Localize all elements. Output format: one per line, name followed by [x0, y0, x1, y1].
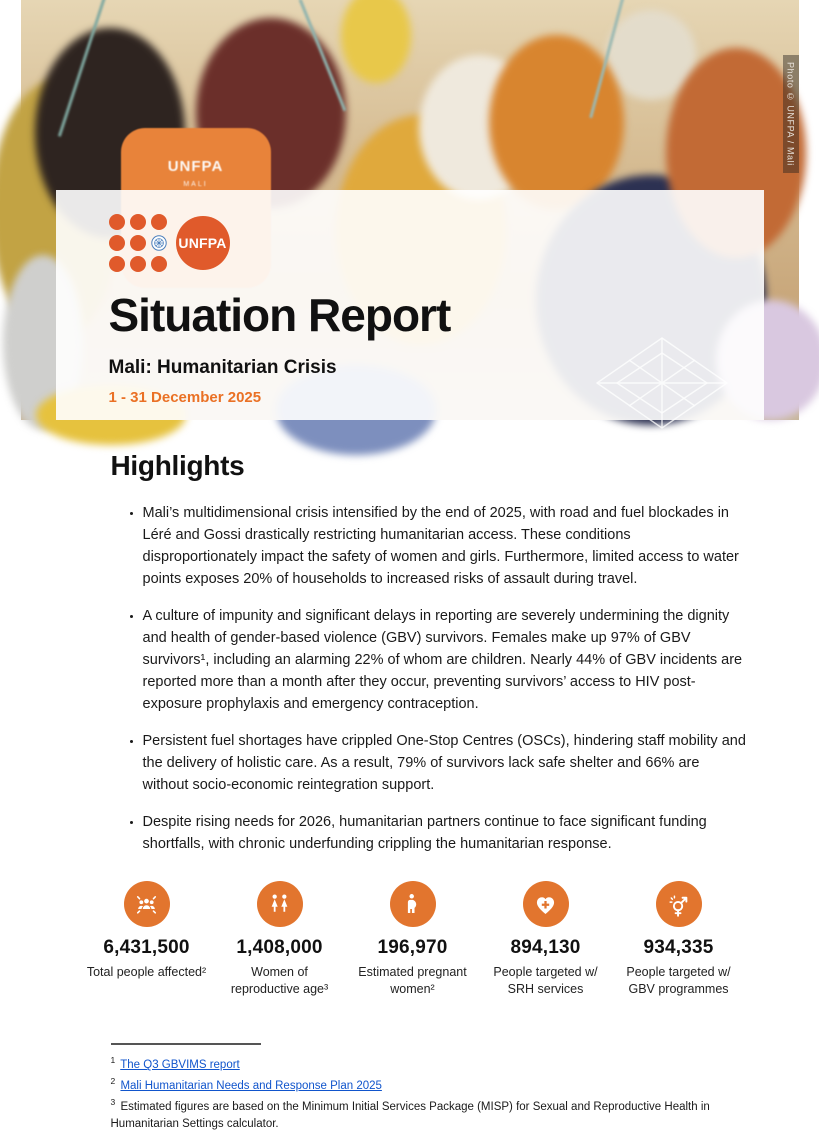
stat-people-targeted-gbv — [615, 881, 743, 997]
stat-value: 894,130 — [510, 937, 580, 959]
footnote-marker: 3 — [111, 1097, 116, 1107]
stat-label: People targeted w/ GBV programmes — [615, 964, 743, 997]
vest-sublabel: MALI — [183, 181, 207, 188]
stat-people-targeted-srh — [482, 881, 610, 997]
stats-row — [83, 881, 743, 997]
stat-value: 934,335 — [643, 937, 713, 959]
logo-dot — [109, 235, 125, 251]
logo-dot — [109, 214, 125, 230]
stat-value: 1,408,000 — [236, 937, 322, 959]
unfpa-wordmark-circle — [176, 216, 230, 270]
unfpa-logo — [109, 214, 714, 272]
footnote — [111, 1054, 749, 1075]
crowd-icon — [124, 881, 170, 927]
highlights-list — [111, 502, 749, 855]
title-card — [56, 190, 764, 420]
women-icon — [257, 881, 303, 927]
report-title: Situation Report — [109, 288, 714, 342]
report-body — [21, 420, 799, 1134]
photo-shape — [341, 0, 411, 83]
stat-value: 6,431,500 — [103, 937, 189, 959]
footnote-text: Estimated figures are based on the Minimum Initial Services Package (MISP) for Sexual and Reproductive Health in Humanitarian Settings calculator. — [111, 1101, 710, 1131]
logo-dot — [151, 256, 167, 272]
stat-women-reproductive-age — [216, 881, 344, 997]
footnote — [111, 1075, 749, 1096]
logo-dot — [109, 256, 125, 272]
logo-dot — [130, 256, 146, 272]
stat-total-people-affected — [83, 881, 211, 997]
footnote — [111, 1096, 749, 1134]
stat-label: Total people affected² — [87, 964, 206, 981]
footnote-link-hnrp-2025[interactable]: Mali Humanitarian Needs and Response Plan 2025 — [120, 1080, 381, 1092]
situation-report-page — [21, 0, 799, 1102]
highlight-bullet: • Despite rising needs for 2026, humanitarian partners continue to face significant funding shortfalls, with chronic underfunding crippling the humanitarian response. — [143, 811, 749, 855]
unfpa-wordmark: UNFPA — [178, 235, 226, 251]
logo-dot — [130, 214, 146, 230]
vest-label: UNFPA — [168, 158, 224, 175]
highlights-heading: Highlights — [111, 450, 749, 482]
stat-value: 196,970 — [377, 937, 447, 959]
stat-label: People targeted w/ SRH services — [482, 964, 610, 997]
stat-label: Women of reproductive age³ — [216, 964, 344, 997]
footnote-marker: 2 — [111, 1076, 116, 1086]
heart-plus-icon — [523, 881, 569, 927]
logo-dot — [151, 214, 167, 230]
unfpa-dots-icon — [109, 214, 167, 272]
stat-label: Estimated pregnant women² — [349, 964, 477, 997]
logo-dot — [130, 235, 146, 251]
pregnant-woman-icon — [390, 881, 436, 927]
hero-photo-section — [21, 0, 799, 420]
highlight-bullet: • Mali’s multidimensional crisis intensified by the end of 2025, with road and fuel blockades in Léré and Gossi drastically restricting humanitarian access. These conditions disproportionately impact the safety of women and girls. Furthermore, limited access to water points exposes 20% of households to increased risks of assault during travel. — [143, 502, 749, 590]
photo-credit: Photo © UNFPA / Mali — [783, 55, 799, 173]
un-emblem-icon — [151, 235, 167, 251]
report-subtitle: Mali: Humanitarian Crisis — [109, 357, 714, 379]
footnote-marker: 1 — [111, 1055, 116, 1065]
footnotes — [111, 1043, 749, 1134]
footnote-divider — [111, 1043, 261, 1045]
footnote-link-gbvims-report[interactable]: The Q3 GBVIMS report — [120, 1059, 240, 1071]
highlight-bullet: • Persistent fuel shortages have crippled One-Stop Centres (OSCs), hindering staff mobility and the delivery of holistic care. As a result, 79% of survivors lack safe shelter and 66% are without socio-economic reintegration support. — [143, 730, 749, 796]
highlight-bullet: • A culture of impunity and significant delays in reporting are severely undermining the dignity and health of gender-based violence (GBV) survivors. Females make up 97% of GBV survivors¹, including an alarming 22% of whom are children. Nearly 44% of GBV incidents are reported more than a month after they occur, preventing survivors’ access to HIV post-exposure prophylaxis and emergency contraception. — [143, 605, 749, 715]
stat-estimated-pregnant-women — [349, 881, 477, 997]
gender-symbol-icon — [656, 881, 702, 927]
report-date-range: 1 - 31 December 2025 — [109, 389, 714, 406]
